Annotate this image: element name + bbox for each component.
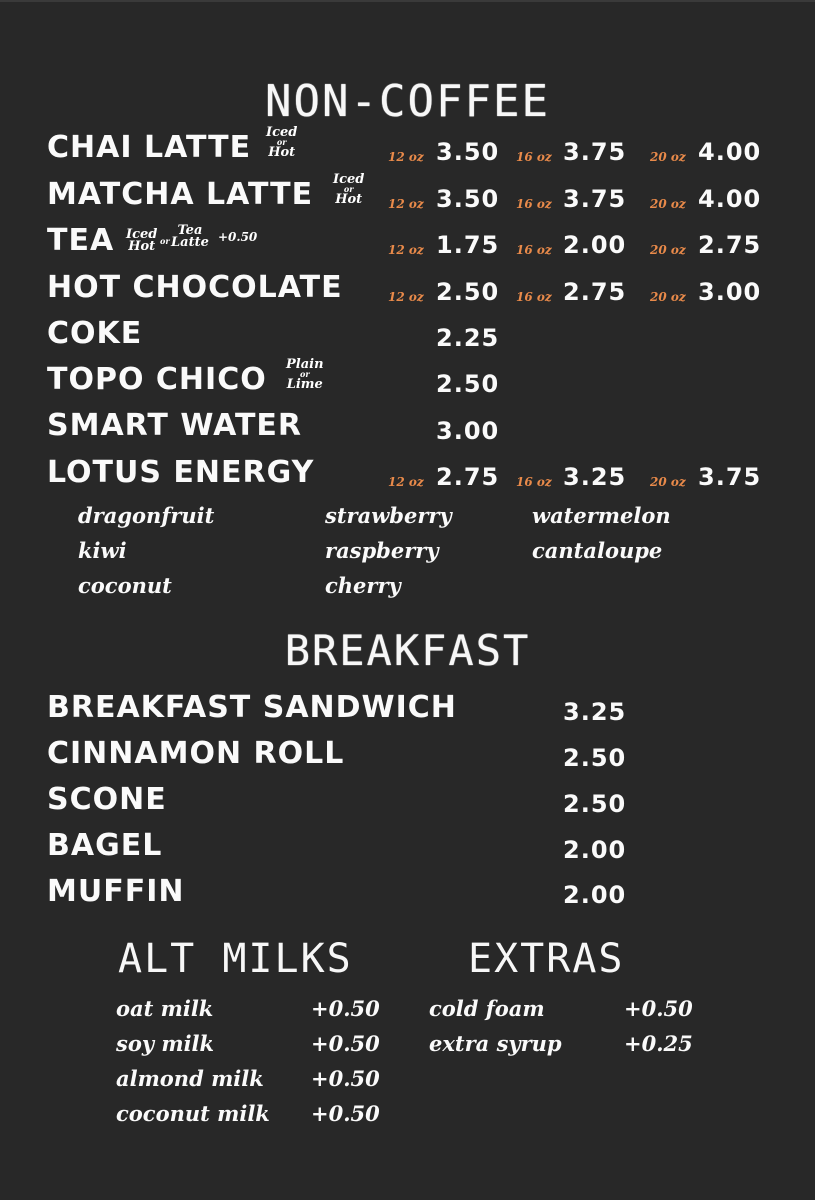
extra-name: extra syrup — [429, 1031, 562, 1056]
size-label: 20 oz — [650, 290, 686, 304]
size-label: 16 oz — [516, 243, 552, 257]
size-label: 12 oz — [388, 475, 424, 489]
flavor-item: kiwi — [78, 538, 127, 563]
alt-milk-price: +0.50 — [311, 1101, 380, 1126]
item-note: Iced Hot — [126, 227, 158, 255]
size-label: 16 oz — [516, 197, 552, 211]
price: 3.00 — [698, 278, 762, 306]
price: 2.50 — [436, 370, 500, 398]
size-label: 16 oz — [516, 290, 552, 304]
flavor-item: coconut — [78, 573, 172, 598]
menu-item-name: LOTUS ENERGY — [47, 455, 315, 490]
item-note-or: or — [160, 236, 170, 246]
menu-item-name: TEA — [47, 223, 115, 258]
menu-item-name: BREAKFAST SANDWICH — [47, 690, 457, 725]
menu-item-name: HOT CHOCOLATE — [47, 270, 343, 305]
flavor-item: strawberry — [325, 503, 452, 528]
menu-item-name: MUFFIN — [47, 874, 185, 909]
menu-item-name: SCONE — [47, 782, 167, 817]
menu-item-name: CHAI LATTE — [47, 130, 252, 165]
menu-item-name: COKE — [47, 316, 143, 351]
price: 1.75 — [436, 231, 500, 259]
menu-item-name: BAGEL — [47, 828, 163, 863]
price: 2.50 — [436, 278, 500, 306]
alt-milk-price: +0.50 — [311, 1066, 380, 1091]
size-label: 20 oz — [650, 243, 686, 257]
size-label: 16 oz — [516, 475, 552, 489]
extra-price: +0.50 — [624, 996, 693, 1021]
price: 2.50 — [563, 744, 627, 772]
size-label: 20 oz — [650, 150, 686, 164]
price: 2.00 — [563, 231, 627, 259]
flavor-item: cherry — [325, 573, 401, 598]
price: 3.50 — [436, 185, 500, 213]
size-label: 12 oz — [388, 197, 424, 211]
alt-milk-name: coconut milk — [116, 1101, 270, 1126]
alt-milk-name: almond milk — [116, 1066, 264, 1091]
flavor-item: watermelon — [532, 503, 671, 528]
breakfast-title: BREAKFAST — [284, 626, 531, 675]
price: 2.75 — [698, 231, 762, 259]
top-border — [0, 0, 815, 2]
size-label: 16 oz — [516, 150, 552, 164]
extra-price: +0.25 — [624, 1031, 693, 1056]
price: 2.00 — [563, 836, 627, 864]
price: 3.25 — [563, 463, 627, 491]
price: 3.25 — [563, 698, 627, 726]
menu-item-name: MATCHA LATTE — [47, 177, 314, 212]
price: 2.25 — [436, 324, 500, 352]
price: 3.50 — [436, 138, 500, 166]
alt-milk-name: oat milk — [116, 996, 214, 1021]
price: 2.50 — [563, 790, 627, 818]
price: 4.00 — [698, 185, 762, 213]
price: 3.75 — [563, 185, 627, 213]
size-label: 12 oz — [388, 150, 424, 164]
alt-milk-price: +0.50 — [311, 996, 380, 1021]
price: 2.00 — [563, 881, 627, 909]
price: 3.75 — [698, 463, 762, 491]
non-coffee-title: NON-COFFEE — [265, 76, 550, 127]
menu-item-name: TOPO CHICO — [47, 362, 267, 397]
flavor-item: raspberry — [325, 538, 439, 563]
price: 3.75 — [563, 138, 627, 166]
flavor-item: dragonfruit — [78, 503, 215, 528]
price: 2.75 — [436, 463, 500, 491]
extra-name: cold foam — [429, 996, 545, 1021]
extras-title: EXTRAS — [468, 936, 625, 982]
menu-item-name: CINNAMON ROLL — [47, 736, 345, 771]
item-note-extra: +0.50 — [218, 230, 258, 244]
price: 3.00 — [436, 417, 500, 445]
alt-milks-title: ALT MILKS — [118, 936, 353, 982]
flavor-item: cantaloupe — [532, 538, 663, 563]
item-note: Iced or Hot — [266, 125, 298, 160]
item-note: Tea Latte — [171, 223, 209, 251]
alt-milk-price: +0.50 — [311, 1031, 380, 1056]
size-label: 20 oz — [650, 197, 686, 211]
price: 2.75 — [563, 278, 627, 306]
size-label: 20 oz — [650, 475, 686, 489]
alt-milk-name: soy milk — [116, 1031, 215, 1056]
size-label: 12 oz — [388, 290, 424, 304]
price: 4.00 — [698, 138, 762, 166]
item-note: Iced or Hot — [333, 172, 365, 207]
menu-item-name: SMART WATER — [47, 408, 303, 443]
size-label: 12 oz — [388, 243, 424, 257]
item-note: Plain or Lime — [286, 357, 324, 392]
